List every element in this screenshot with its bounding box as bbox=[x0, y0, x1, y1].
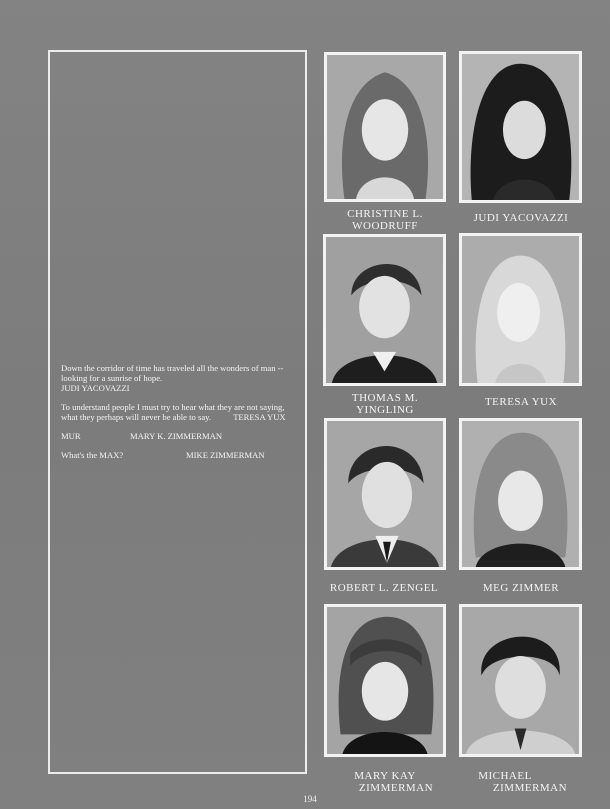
name-line-1: CHRISTINE L. bbox=[347, 208, 423, 220]
portrait-caption bbox=[451, 212, 591, 224]
portrait-caption bbox=[315, 392, 455, 416]
portrait-caption bbox=[451, 396, 591, 408]
name-line-2: ZIMMERMAN bbox=[492, 782, 568, 794]
portrait-caption bbox=[451, 582, 591, 594]
name-line-1: THOMAS M. bbox=[351, 392, 419, 404]
portrait-photo bbox=[459, 604, 582, 757]
portrait-photo bbox=[324, 604, 446, 757]
name-line-2: ZIMMERMAN bbox=[358, 782, 434, 794]
portrait-caption bbox=[315, 208, 455, 232]
quote-author: MIKE ZIMMERMAN bbox=[186, 450, 265, 460]
portrait-photo bbox=[459, 233, 582, 386]
quote-2 bbox=[61, 402, 301, 422]
portrait-photo bbox=[323, 234, 446, 386]
name-line-1: TERESA YUX bbox=[484, 396, 558, 408]
name-line-1: MICHAEL bbox=[478, 770, 532, 782]
portrait-caption bbox=[315, 770, 455, 794]
portrait-photo bbox=[459, 418, 582, 570]
quote-author: MARY K. ZIMMERMAN bbox=[130, 431, 223, 441]
quote-author: JUDI YACOVAZZI bbox=[61, 383, 130, 393]
portrait-photo bbox=[324, 418, 446, 570]
portrait-caption bbox=[314, 582, 454, 594]
name-line-1: ROBERT L. ZENGEL bbox=[329, 582, 439, 594]
name-line-1: MEG ZIMMER bbox=[482, 582, 560, 594]
name-line-2: WOODRUFF bbox=[352, 220, 418, 232]
quote-4 bbox=[61, 450, 301, 460]
quote-3 bbox=[61, 431, 301, 441]
quote-author: TERESA YUX bbox=[233, 412, 286, 422]
senior-quotes bbox=[61, 363, 301, 469]
portrait-photo bbox=[324, 52, 446, 202]
portrait-caption bbox=[451, 770, 591, 794]
quote-text: What's the MAX? bbox=[61, 450, 124, 460]
portrait-photo bbox=[459, 51, 582, 203]
quote-text: To understand people I must try to hear what they are not saying, what they perhaps will never be able to say. bbox=[61, 402, 285, 422]
quote-1 bbox=[61, 363, 301, 393]
quote-text: Down the corridor of time has traveled all the wonders of man -- looking for a sunrise of hope. bbox=[61, 363, 284, 383]
name-line-1: MARY KAY bbox=[354, 770, 416, 782]
name-line-2: YINGLING bbox=[356, 404, 414, 416]
page-number: 194 bbox=[303, 794, 317, 804]
quote-text: MUR bbox=[61, 431, 81, 441]
name-line-1: JUDI YACOVAZZI bbox=[473, 212, 569, 224]
